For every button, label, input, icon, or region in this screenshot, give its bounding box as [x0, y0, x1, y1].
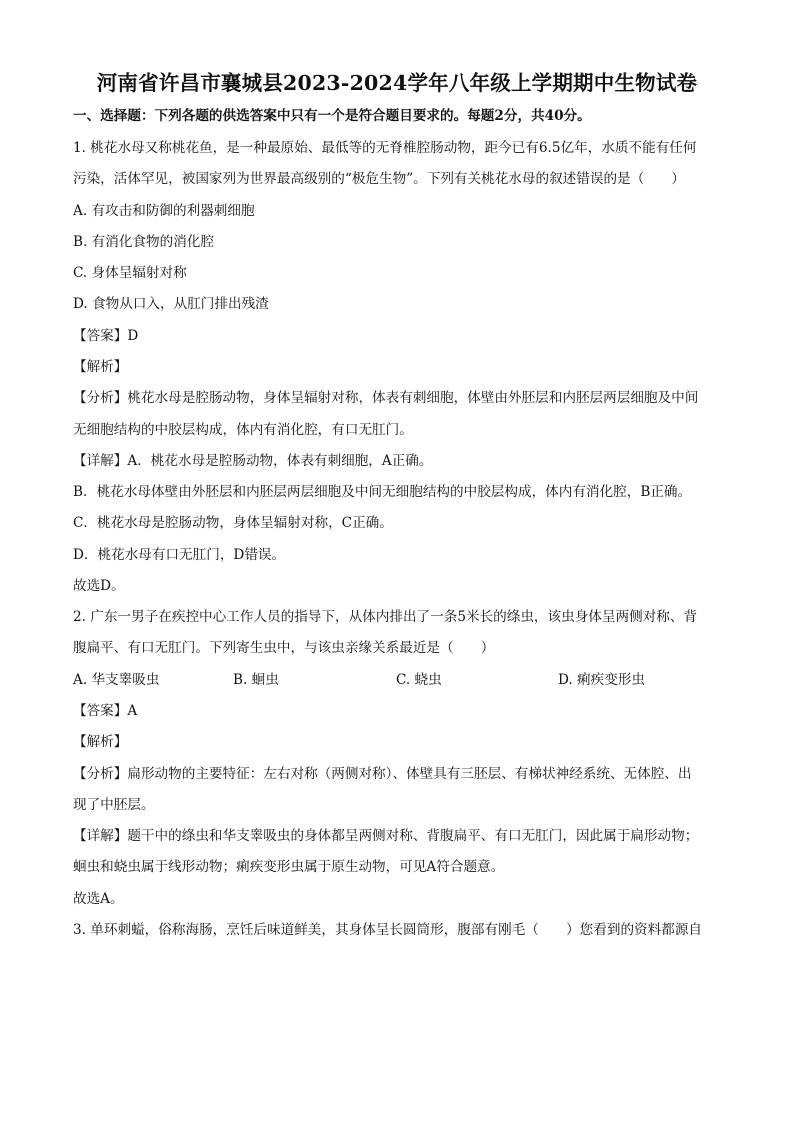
q2-detail-line1: 【详解】题干中的绦虫和华支睾吸虫的身体都呈两侧对称、背腹扁平、有口无肛门，因此属于扁形动物； — [73, 828, 699, 844]
q1-conclusion: 故选D。 — [73, 578, 125, 594]
q2-option-c: C. 蛲虫 — [396, 672, 442, 688]
q1-detail-line4: D．桃花水母有口无肛门，D错误。 — [73, 547, 286, 563]
q2-options-row — [73, 670, 723, 690]
q1-option-a: A. 有攻击和防御的利器刺细胞 — [73, 203, 255, 219]
q2-option-d: D. 痢疾变形虫 — [558, 672, 646, 688]
q2-analysis-line2: 现了中胚层。 — [73, 797, 155, 813]
q1-detail-line1: 【详解】A．桃花水母是腔肠动物，体表有刺细胞，A正确。 — [73, 453, 433, 469]
q1-analysis-line2: 无细胞结构的中胶层构成，体内有消化腔，有口无肛门。 — [73, 422, 413, 438]
q2-option-b: B. 蛔虫 — [233, 672, 279, 688]
q2-stem-line2: 腹扁平、有口无肛门。下列寄生虫中，与该虫亲缘关系最近是（ ） — [73, 640, 495, 656]
section-heading: 一、选择题：下列各题的供选答案中只有一个是符合题目要求的。每题2分，共40分。 — [73, 108, 591, 124]
q2-detail-line2: 蛔虫和蛲虫属于线形动物；痢疾变形虫属于原生动物，可见A符合题意。 — [73, 859, 505, 875]
q1-analysis-line1: 【分析】桃花水母是腔肠动物，身体呈辐射对称，体表有刺细胞，体壁由外胚层和内胚层两层细胞及中间 — [73, 390, 699, 406]
q2-analysis-line1: 【分析】扁形动物的主要特征：左右对称（两侧对称）、体壁具有三胚层、有梯状神经系统、无体腔、出 — [73, 766, 692, 782]
q1-option-c: C. 身体呈辐射对称 — [73, 265, 187, 281]
q1-stem-line2: 污染，活体罕见，被国家列为世界最高级别的“极危生物”。下列有关桃花水母的叙述错误的是（ ） — [73, 171, 686, 187]
q1-stem-line1: 1. 桃花水母又称桃花鱼，是一种最原始、最低等的无脊椎腔肠动物，距今已有6.5亿年，水质不能有任何 — [73, 140, 697, 156]
q3-stem-line1: 3. 单环刺螠，俗称海肠，烹饪后味道鲜美，其身体呈长圆筒形，腹部有刚毛（ ）您看到的资料都源自 — [73, 922, 703, 938]
q1-detail-line3: C．桃花水母是腔肠动物，身体呈辐射对称，C正确。 — [73, 515, 393, 531]
q2-stem-line1: 2. 广东一男子在疾控中心工作人员的指导下，从体内排出了一条5米长的绦虫，该虫身体呈两侧对称、背 — [73, 609, 698, 625]
q2-jiexi: 【解析】 — [73, 734, 128, 750]
q1-answer: 【答案】D — [73, 328, 139, 344]
q1-option-d: D. 食物从口入，从肛门排出残渣 — [73, 296, 269, 312]
q1-option-b: B. 有消化食物的消化腔 — [73, 234, 214, 250]
q2-answer: 【答案】A — [73, 703, 138, 719]
q1-detail-line2: B．桃花水母体壁由外胚层和内胚层两层细胞及中间无细胞结构的中胶层构成，体内有消化腔，B正确。 — [73, 484, 692, 500]
q2-option-a: A. 华支睾吸虫 — [73, 672, 160, 688]
q1-jiexi: 【解析】 — [73, 359, 128, 375]
q2-conclusion: 故选A。 — [73, 891, 124, 907]
page-title: 河南省许昌市襄城县2023-2024学年八年级上学期期中生物试卷 — [96, 71, 698, 95]
